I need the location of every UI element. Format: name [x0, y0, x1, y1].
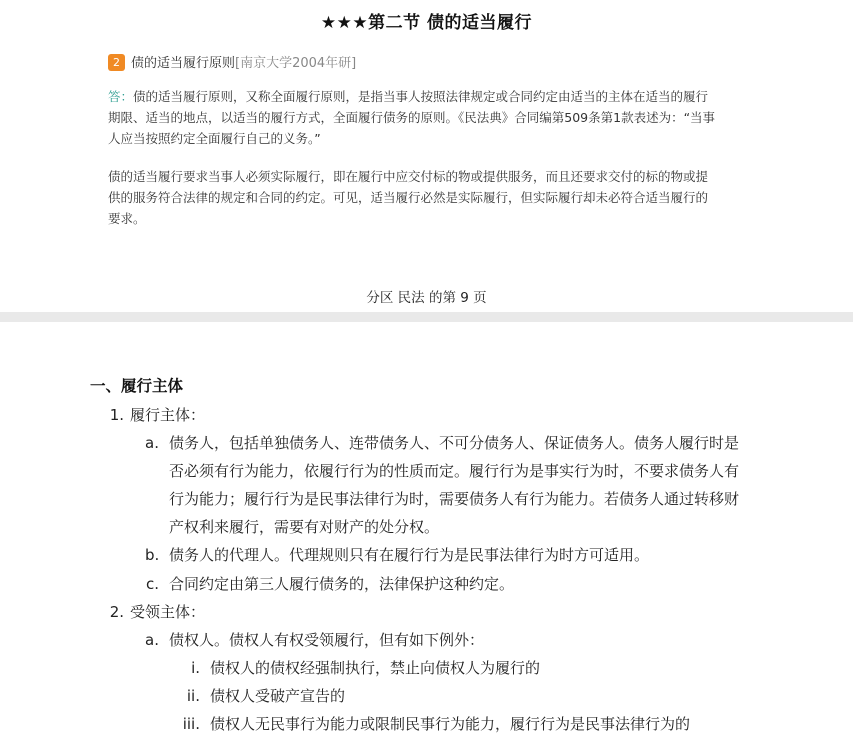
explanation-line-3: 要求。 [108, 211, 146, 226]
question-line [108, 52, 356, 71]
answer-line-2: 期限、适当的地点，以适当的履行方式，全面履行债务的原则。《民法典》合同编第509条第1款表述为：“当事 [108, 110, 716, 125]
list-item-2 [108, 601, 205, 622]
question-title: 债的适当履行原则 [131, 56, 236, 71]
list-item-1a-line-2: 否必须有行为能力，依履行行为的性质而定。履行行为是事实行为时，不要求债务人有 [169, 462, 740, 480]
section-title: ★★★第二节 债的适当履行 [320, 13, 533, 33]
list-item-text: 债务人，包括单独债务人、连带债务人、不可分债务人、保证债务人。债务人履行时是 [169, 434, 740, 452]
explanation-line-1: 债的适当履行要求当事人必须实际履行，即在履行中应交付标的物或提供服务，而且还要求交付的标的物或提 [108, 169, 709, 184]
explanation-paragraph [108, 166, 773, 229]
list-item-1c [145, 573, 514, 594]
list-item-2a-ii [172, 685, 345, 706]
list-item-text: 债权人受破产宣告的 [210, 687, 346, 705]
list-marker: i. [191, 659, 200, 677]
list-item-1a-line-1 [145, 432, 739, 453]
list-item-text: 债务人的代理人。代理规则只有在履行行为是民事法律行为时方可适用。 [169, 546, 650, 564]
list-item-text: 债权人无民事行为能力或限制民事行为能力，履行行为是民事法律行为的 [210, 715, 691, 733]
top-page [0, 0, 853, 312]
question-source: [南京大学2004年研] [235, 56, 357, 71]
page-footer: 分区 民法 的第 9 页 [366, 290, 487, 306]
list-item-2a-i [172, 657, 540, 678]
list-item-text: 债权人。债权人有权受领履行，但有如下例外： [169, 631, 485, 649]
list-marker: iii. [182, 715, 200, 733]
list-item-text: 合同约定由第三人履行债务的，法律保护这种约定。 [169, 575, 515, 593]
list-item-1 [108, 404, 205, 425]
answer-line-1 [108, 86, 773, 107]
answer-line-3: 人应当按照约定全面履行自己的义务。” [108, 131, 321, 146]
list-marker: ii. [186, 687, 200, 705]
question-number-badge: 2 [108, 54, 125, 71]
list-item-2a [145, 629, 484, 650]
list-item-2a-iii [172, 713, 690, 734]
list-marker: b. [145, 546, 160, 564]
answer-paragraph [108, 86, 773, 149]
explanation-line-2: 供的服务符合法律的规定和合同的约定。可见，适当履行必然是实际履行，但实际履行却未必符合适当履行的 [108, 190, 709, 205]
list-marker: 2. [109, 603, 124, 621]
list-marker: a. [145, 631, 159, 649]
list-item-1a-line-4: 产权利来履行，需要有对财产的处分权。 [169, 518, 440, 536]
answer-label: 答： [108, 89, 134, 104]
list-item-text: 受领主体： [130, 603, 206, 621]
list-marker: 1. [109, 406, 124, 424]
heading-performance-subject: 一、履行主体 [90, 377, 184, 395]
list-item-1b [145, 544, 649, 565]
page-divider [0, 312, 853, 322]
list-marker: c. [145, 575, 159, 593]
answer-text-1: 债的适当履行原则，又称全面履行原则，是指当事人按照法律规定或合同约定由适当的主体在适当的履行 [133, 89, 709, 104]
list-item-text: 履行主体： [130, 406, 206, 424]
list-marker: a. [145, 434, 159, 452]
bottom-page [0, 322, 853, 739]
list-item-1a-line-3: 行为能力；履行行为是民事法律行为时，需要债务人有行为能力。若债务人通过转移财 [169, 490, 740, 508]
list-item-text: 债权人的债权经强制执行，禁止向债权人为履行的 [210, 659, 541, 677]
